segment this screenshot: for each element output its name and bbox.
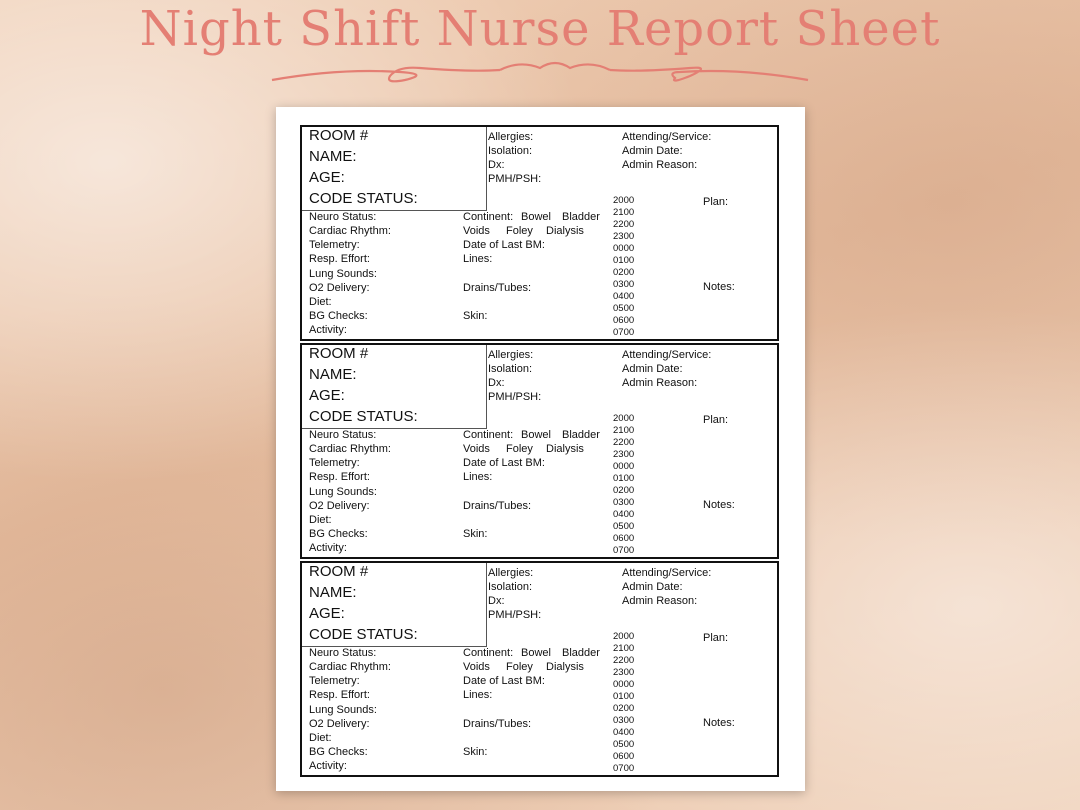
patient-id-box	[302, 563, 487, 647]
continent-label: Continent:	[463, 429, 514, 441]
isolation-label: Isolation:	[488, 581, 533, 593]
dx-label: Dx:	[488, 377, 505, 389]
time-0100: 0100	[613, 473, 635, 484]
time-2000: 2000	[613, 631, 635, 642]
foley-label: Foley	[506, 225, 533, 237]
resp-label: Resp. Effort:	[309, 253, 370, 265]
time-0100: 0100	[613, 255, 635, 266]
bg-label: BG Checks:	[309, 746, 368, 758]
neuro-label: Neuro Status:	[309, 647, 377, 659]
admin-date-label: Admin Date:	[622, 581, 683, 593]
cardiac-label: Cardiac Rhythm:	[309, 661, 391, 673]
skin-label: Skin:	[463, 746, 488, 758]
allergies-label: Allergies:	[488, 567, 534, 579]
lung-label: Lung Sounds:	[309, 486, 377, 498]
admin-date-label: Admin Date:	[622, 363, 683, 375]
time-0300: 0300	[613, 279, 635, 290]
time-2100: 2100	[613, 643, 635, 654]
last-bm-label: Date of Last BM:	[463, 239, 545, 251]
time-0700: 0700	[613, 545, 635, 556]
o2-label: O2 Delivery:	[309, 718, 370, 730]
time-0700: 0700	[613, 763, 635, 774]
drains-label: Drains/Tubes:	[463, 282, 532, 294]
patient-id-box	[302, 127, 487, 211]
dx-label: Dx:	[488, 595, 505, 607]
time-0200: 0200	[613, 485, 635, 496]
telemetry-label: Telemetry:	[309, 457, 360, 469]
time-0500: 0500	[613, 521, 635, 532]
time-0000: 0000	[613, 461, 635, 472]
time-0600: 0600	[613, 315, 635, 326]
bladder-label: Bladder	[562, 429, 600, 441]
lines-label: Lines:	[463, 253, 493, 265]
name-label: NAME:	[309, 366, 357, 383]
skin-label: Skin:	[463, 310, 488, 322]
code-status-label: CODE STATUS:	[309, 190, 418, 207]
dialysis-label: Dialysis	[546, 661, 584, 673]
patient-section	[300, 125, 779, 341]
plan-label: Plan:	[703, 414, 729, 426]
notes-label: Notes:	[703, 717, 735, 729]
code-status-label: CODE STATUS:	[309, 408, 418, 425]
time-0700: 0700	[613, 327, 635, 338]
time-2200: 2200	[613, 219, 635, 230]
foley-label: Foley	[506, 661, 533, 673]
continent-label: Continent:	[463, 211, 514, 223]
cardiac-label: Cardiac Rhythm:	[309, 443, 391, 455]
flourish-divider	[270, 56, 810, 90]
time-0500: 0500	[613, 739, 635, 750]
skin-label: Skin:	[463, 528, 488, 540]
dialysis-label: Dialysis	[546, 443, 584, 455]
admin-reason-label: Admin Reason:	[622, 377, 698, 389]
lung-label: Lung Sounds:	[309, 268, 377, 280]
report-sheet	[276, 107, 805, 791]
bowel-label: Bowel	[521, 429, 551, 441]
drains-label: Drains/Tubes:	[463, 718, 532, 730]
time-0000: 0000	[613, 243, 635, 254]
time-0600: 0600	[613, 751, 635, 762]
cardiac-label: Cardiac Rhythm:	[309, 225, 391, 237]
lines-label: Lines:	[463, 689, 493, 701]
bg-label: BG Checks:	[309, 528, 368, 540]
time-2300: 2300	[613, 667, 635, 678]
drains-label: Drains/Tubes:	[463, 500, 532, 512]
time-0400: 0400	[613, 509, 635, 520]
time-2000: 2000	[613, 413, 635, 424]
plan-label: Plan:	[703, 632, 729, 644]
resp-label: Resp. Effort:	[309, 471, 370, 483]
neuro-label: Neuro Status:	[309, 429, 377, 441]
page-title: Night Shift Nurse Report Sheet	[139, 1, 941, 57]
voids-label: Voids	[463, 443, 490, 455]
telemetry-label: Telemetry:	[309, 675, 360, 687]
pmh-label: PMH/PSH:	[488, 609, 542, 621]
allergies-label: Allergies:	[488, 349, 534, 361]
time-2000: 2000	[613, 195, 635, 206]
time-0200: 0200	[613, 703, 635, 714]
telemetry-label: Telemetry:	[309, 239, 360, 251]
age-label: AGE:	[309, 387, 345, 404]
time-0600: 0600	[613, 533, 635, 544]
pmh-label: PMH/PSH:	[488, 173, 542, 185]
diet-label: Diet:	[309, 514, 332, 526]
age-label: AGE:	[309, 169, 345, 186]
time-2100: 2100	[613, 425, 635, 436]
time-0400: 0400	[613, 291, 635, 302]
time-2100: 2100	[613, 207, 635, 218]
neuro-label: Neuro Status:	[309, 211, 377, 223]
diet-label: Diet:	[309, 732, 332, 744]
resp-label: Resp. Effort:	[309, 689, 370, 701]
time-0400: 0400	[613, 727, 635, 738]
bowel-label: Bowel	[521, 211, 551, 223]
time-0100: 0100	[613, 691, 635, 702]
activity-label: Activity:	[309, 760, 347, 772]
age-label: AGE:	[309, 605, 345, 622]
lines-label: Lines:	[463, 471, 493, 483]
isolation-label: Isolation:	[488, 145, 533, 157]
time-0200: 0200	[613, 267, 635, 278]
room-label: ROOM #	[309, 345, 369, 362]
time-2200: 2200	[613, 437, 635, 448]
isolation-label: Isolation:	[488, 363, 533, 375]
notes-label: Notes:	[703, 499, 735, 511]
notes-label: Notes:	[703, 281, 735, 293]
time-0300: 0300	[613, 497, 635, 508]
code-status-label: CODE STATUS:	[309, 626, 418, 643]
last-bm-label: Date of Last BM:	[463, 457, 545, 469]
bowel-label: Bowel	[521, 647, 551, 659]
time-0500: 0500	[613, 303, 635, 314]
bg-label: BG Checks:	[309, 310, 368, 322]
continent-label: Continent:	[463, 647, 514, 659]
patient-section	[300, 561, 779, 777]
diet-label: Diet:	[309, 296, 332, 308]
time-0000: 0000	[613, 679, 635, 690]
allergies-label: Allergies:	[488, 131, 534, 143]
activity-label: Activity:	[309, 324, 347, 336]
name-label: NAME:	[309, 148, 357, 165]
dialysis-label: Dialysis	[546, 225, 584, 237]
attending-label: Attending/Service:	[622, 567, 712, 579]
activity-label: Activity:	[309, 542, 347, 554]
admin-reason-label: Admin Reason:	[622, 595, 698, 607]
time-2200: 2200	[613, 655, 635, 666]
foley-label: Foley	[506, 443, 533, 455]
voids-label: Voids	[463, 661, 490, 673]
lung-label: Lung Sounds:	[309, 704, 377, 716]
time-2300: 2300	[613, 231, 635, 242]
admin-date-label: Admin Date:	[622, 145, 683, 157]
bladder-label: Bladder	[562, 647, 600, 659]
patient-section	[300, 343, 779, 559]
admin-reason-label: Admin Reason:	[622, 159, 698, 171]
last-bm-label: Date of Last BM:	[463, 675, 545, 687]
patient-id-box	[302, 345, 487, 429]
room-label: ROOM #	[309, 563, 369, 580]
o2-label: O2 Delivery:	[309, 500, 370, 512]
plan-label: Plan:	[703, 196, 729, 208]
time-2300: 2300	[613, 449, 635, 460]
room-label: ROOM #	[309, 127, 369, 144]
attending-label: Attending/Service:	[622, 349, 712, 361]
bladder-label: Bladder	[562, 211, 600, 223]
pmh-label: PMH/PSH:	[488, 391, 542, 403]
time-0300: 0300	[613, 715, 635, 726]
attending-label: Attending/Service:	[622, 131, 712, 143]
voids-label: Voids	[463, 225, 490, 237]
o2-label: O2 Delivery:	[309, 282, 370, 294]
dx-label: Dx:	[488, 159, 505, 171]
name-label: NAME:	[309, 584, 357, 601]
